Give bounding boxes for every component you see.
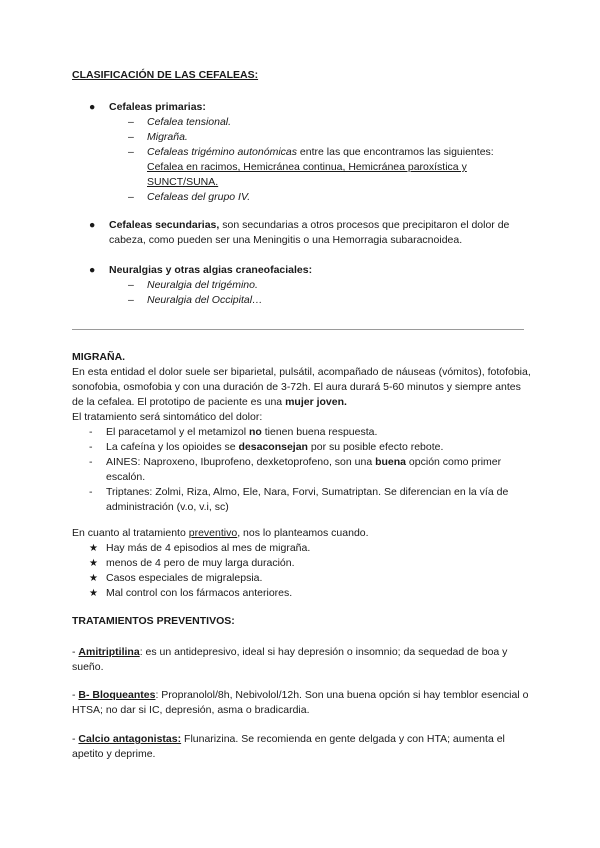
treatment-text: por su posible efecto rebote. (307, 441, 444, 453)
bullet-dot: ● (89, 101, 96, 113)
neuralgias-section (72, 263, 532, 308)
classification-title: CLASIFICACIÓN DE LAS CEFALEAS: (72, 69, 259, 81)
calcio-label: Calcio antagonistas: (78, 733, 182, 745)
treatment-bold: buena (375, 456, 407, 468)
section-divider (72, 329, 524, 330)
star-text: menos de 4 pero de muy larga duración. (106, 557, 295, 569)
treatment-item: - Triptanes: Zolmi, Riza, Almo, Ele, Nara, Forvi, Sumatriptan. Se diferencian en la vía de administración (v.o, v.i, sc) (89, 486, 509, 513)
migrana-intro-text: En esta entidad el dolor suele ser biparietal, pulsátil, acompañado de náuseas (vómitos), fotofobia, sonofobia, osmofobia y con una duración de 3-72h. El aura durará 5-60 minutos y siempre antes de la cefalea. El prototipo de paciente es una (72, 366, 531, 408)
treatment-text: opción como primer escalón. (106, 456, 502, 483)
treatment-item: - AINES: Naproxeno, Ibuprofeno, dexketoprofeno, son una buena opción como primer escalón. (89, 456, 502, 483)
bloqueantes-label: B- Bloqueantes (78, 689, 156, 701)
neuralgias-label: Neuralgias y otras algias craneofaciales: (109, 264, 313, 276)
preventive-treatments-title: TRATAMIENTOS PREVENTIVOS: (72, 615, 235, 627)
trigemino-label: Cefaleas trigémino autonómicas (147, 146, 297, 158)
star-text: Hay más de 4 episodios al mes de migraña. (106, 542, 311, 554)
migrana-intro-bold: mujer joven. (285, 396, 347, 408)
sub-item-text: Neuralgia del Occipital… (147, 294, 263, 306)
treatment-item: - El paracetamol y el metamizol no tienen buena respuesta. (89, 426, 378, 438)
sub-item-text: Cefaleas del grupo IV. (147, 191, 251, 203)
preventive-text: , nos lo planteamos cuando. (237, 527, 369, 539)
sub-item-text: Migraña. (147, 131, 188, 143)
sub-item-text: Neuralgia del trigémino. (147, 279, 258, 291)
treatment-text: Triptanes: Zolmi, Riza, Almo, Ele, Nara, Forvi, Sumatriptan. Se diferencian en la vía de administración (v.o, v.i, sc) (106, 486, 509, 513)
star-icon: ★ (89, 543, 98, 554)
star-item (72, 556, 532, 571)
trigemino-list: Cefalea en racimos, Hemicránea continua, Hemicránea paroxística y SUNCT/SUNA. (147, 161, 467, 188)
star-item (72, 571, 532, 586)
sub-item: – Neuralgia del trigémino. (128, 279, 258, 291)
trigemino-text: entre las que encontramos las siguientes: (297, 146, 494, 158)
star-icon: ★ (89, 588, 98, 599)
treatment-bold: no (248, 426, 262, 438)
star-icon: ★ (89, 573, 98, 584)
treatment-text: tienen buena respuesta. (261, 426, 378, 438)
sub-item: – Cefalea tensional. (128, 116, 232, 128)
treatment-text: El paracetamol y el metamizol (106, 426, 249, 438)
secundarias-text: son secundarias a otros procesos que precipitaron el dolor de cabeza, como pueden ser una Meningitis o una Hemorragia subaracnoidea. (109, 219, 510, 246)
sub-item: – Cefaleas del grupo IV. (128, 191, 251, 203)
star-text: Casos especiales de migralepsia. (106, 572, 263, 584)
preventive-text: En cuanto al tratamiento (72, 527, 189, 539)
treatment-intro: El tratamiento será sintomático del dolor: (72, 411, 263, 423)
preventive-underlined: preventivo (188, 527, 238, 539)
sub-item-text: Cefalea tensional. (147, 116, 232, 128)
amitriptilina-label: Amitriptilina (78, 646, 140, 658)
treatment-bold: desaconsejan (238, 441, 308, 453)
calcio-text: Flunarizina. Se recomienda en gente delgada y con HTA; aumenta el apetito y deprime. (72, 733, 505, 760)
star-icon: ★ (89, 558, 98, 569)
bullet-secundarias (72, 218, 532, 248)
sub-item: – Neuralgia del Occipital… (128, 294, 263, 306)
secundarias-label: Cefaleas secundarias, (109, 219, 220, 231)
preventive-section (72, 526, 532, 601)
bullet-primarias (72, 100, 532, 115)
treatment-text: AINES: Naproxeno, Ibuprofeno, dexketoprofeno, son una (106, 456, 376, 468)
migrana-section (72, 350, 532, 515)
star-text: Mal control con los fármacos anteriores. (106, 587, 293, 599)
bullet-dot: ● (89, 219, 96, 231)
sub-item: – Migraña. (128, 131, 188, 143)
migrana-title: MIGRAÑA. (72, 351, 126, 363)
secondary-headaches-section (72, 218, 532, 248)
bloqueantes-paragraph: - B- Bloqueantes: Propranolol/8h, Nebivolol/12h. Son una buena opción si hay temblor esencial o HTSA; no dar si IC, depresión, asma o bradicardia. (72, 689, 529, 716)
bullet-neuralgias (72, 263, 532, 278)
amitriptilina-paragraph: - Amitriptilina: es un antidepresivo, ideal si hay depresión o insomnio; da sequedad de boa y sueño. (72, 646, 508, 673)
calcio-paragraph: - Calcio antagonistas: Flunarizina. Se recomienda en gente delgada y con HTA; aumenta el apetito y deprime. (72, 733, 505, 760)
preventive-intro (72, 526, 532, 541)
sub-item-trigemino: – Cefaleas trigémino autonómicas entre las que encontramos las siguientes: Cefalea en racimos, Hemicránea continua, Hemicránea paroxística y SUNCT/SUNA. (128, 146, 494, 188)
migrana-intro (72, 365, 532, 410)
star-item (72, 586, 532, 601)
amitriptilina-text: : es un antidepresivo, ideal si hay depresión o insomnio; da sequedad de boa y sueño. (72, 646, 508, 673)
primary-headaches-section (72, 100, 532, 205)
bloqueantes-text: : Propranolol/8h, Nebivolol/12h. Son una buena opción si hay temblor esencial o HTSA; no dar si IC, depresión, asma o bradicardia. (72, 689, 529, 716)
primarias-label: Cefaleas primarias: (109, 101, 206, 113)
treatment-item: - La cafeína y los opioides se desaconsejan por su posible efecto rebote. (89, 441, 444, 453)
treatment-text: La cafeína y los opioides se (106, 441, 239, 453)
bullet-dot: ● (89, 264, 96, 276)
star-item (72, 541, 532, 556)
